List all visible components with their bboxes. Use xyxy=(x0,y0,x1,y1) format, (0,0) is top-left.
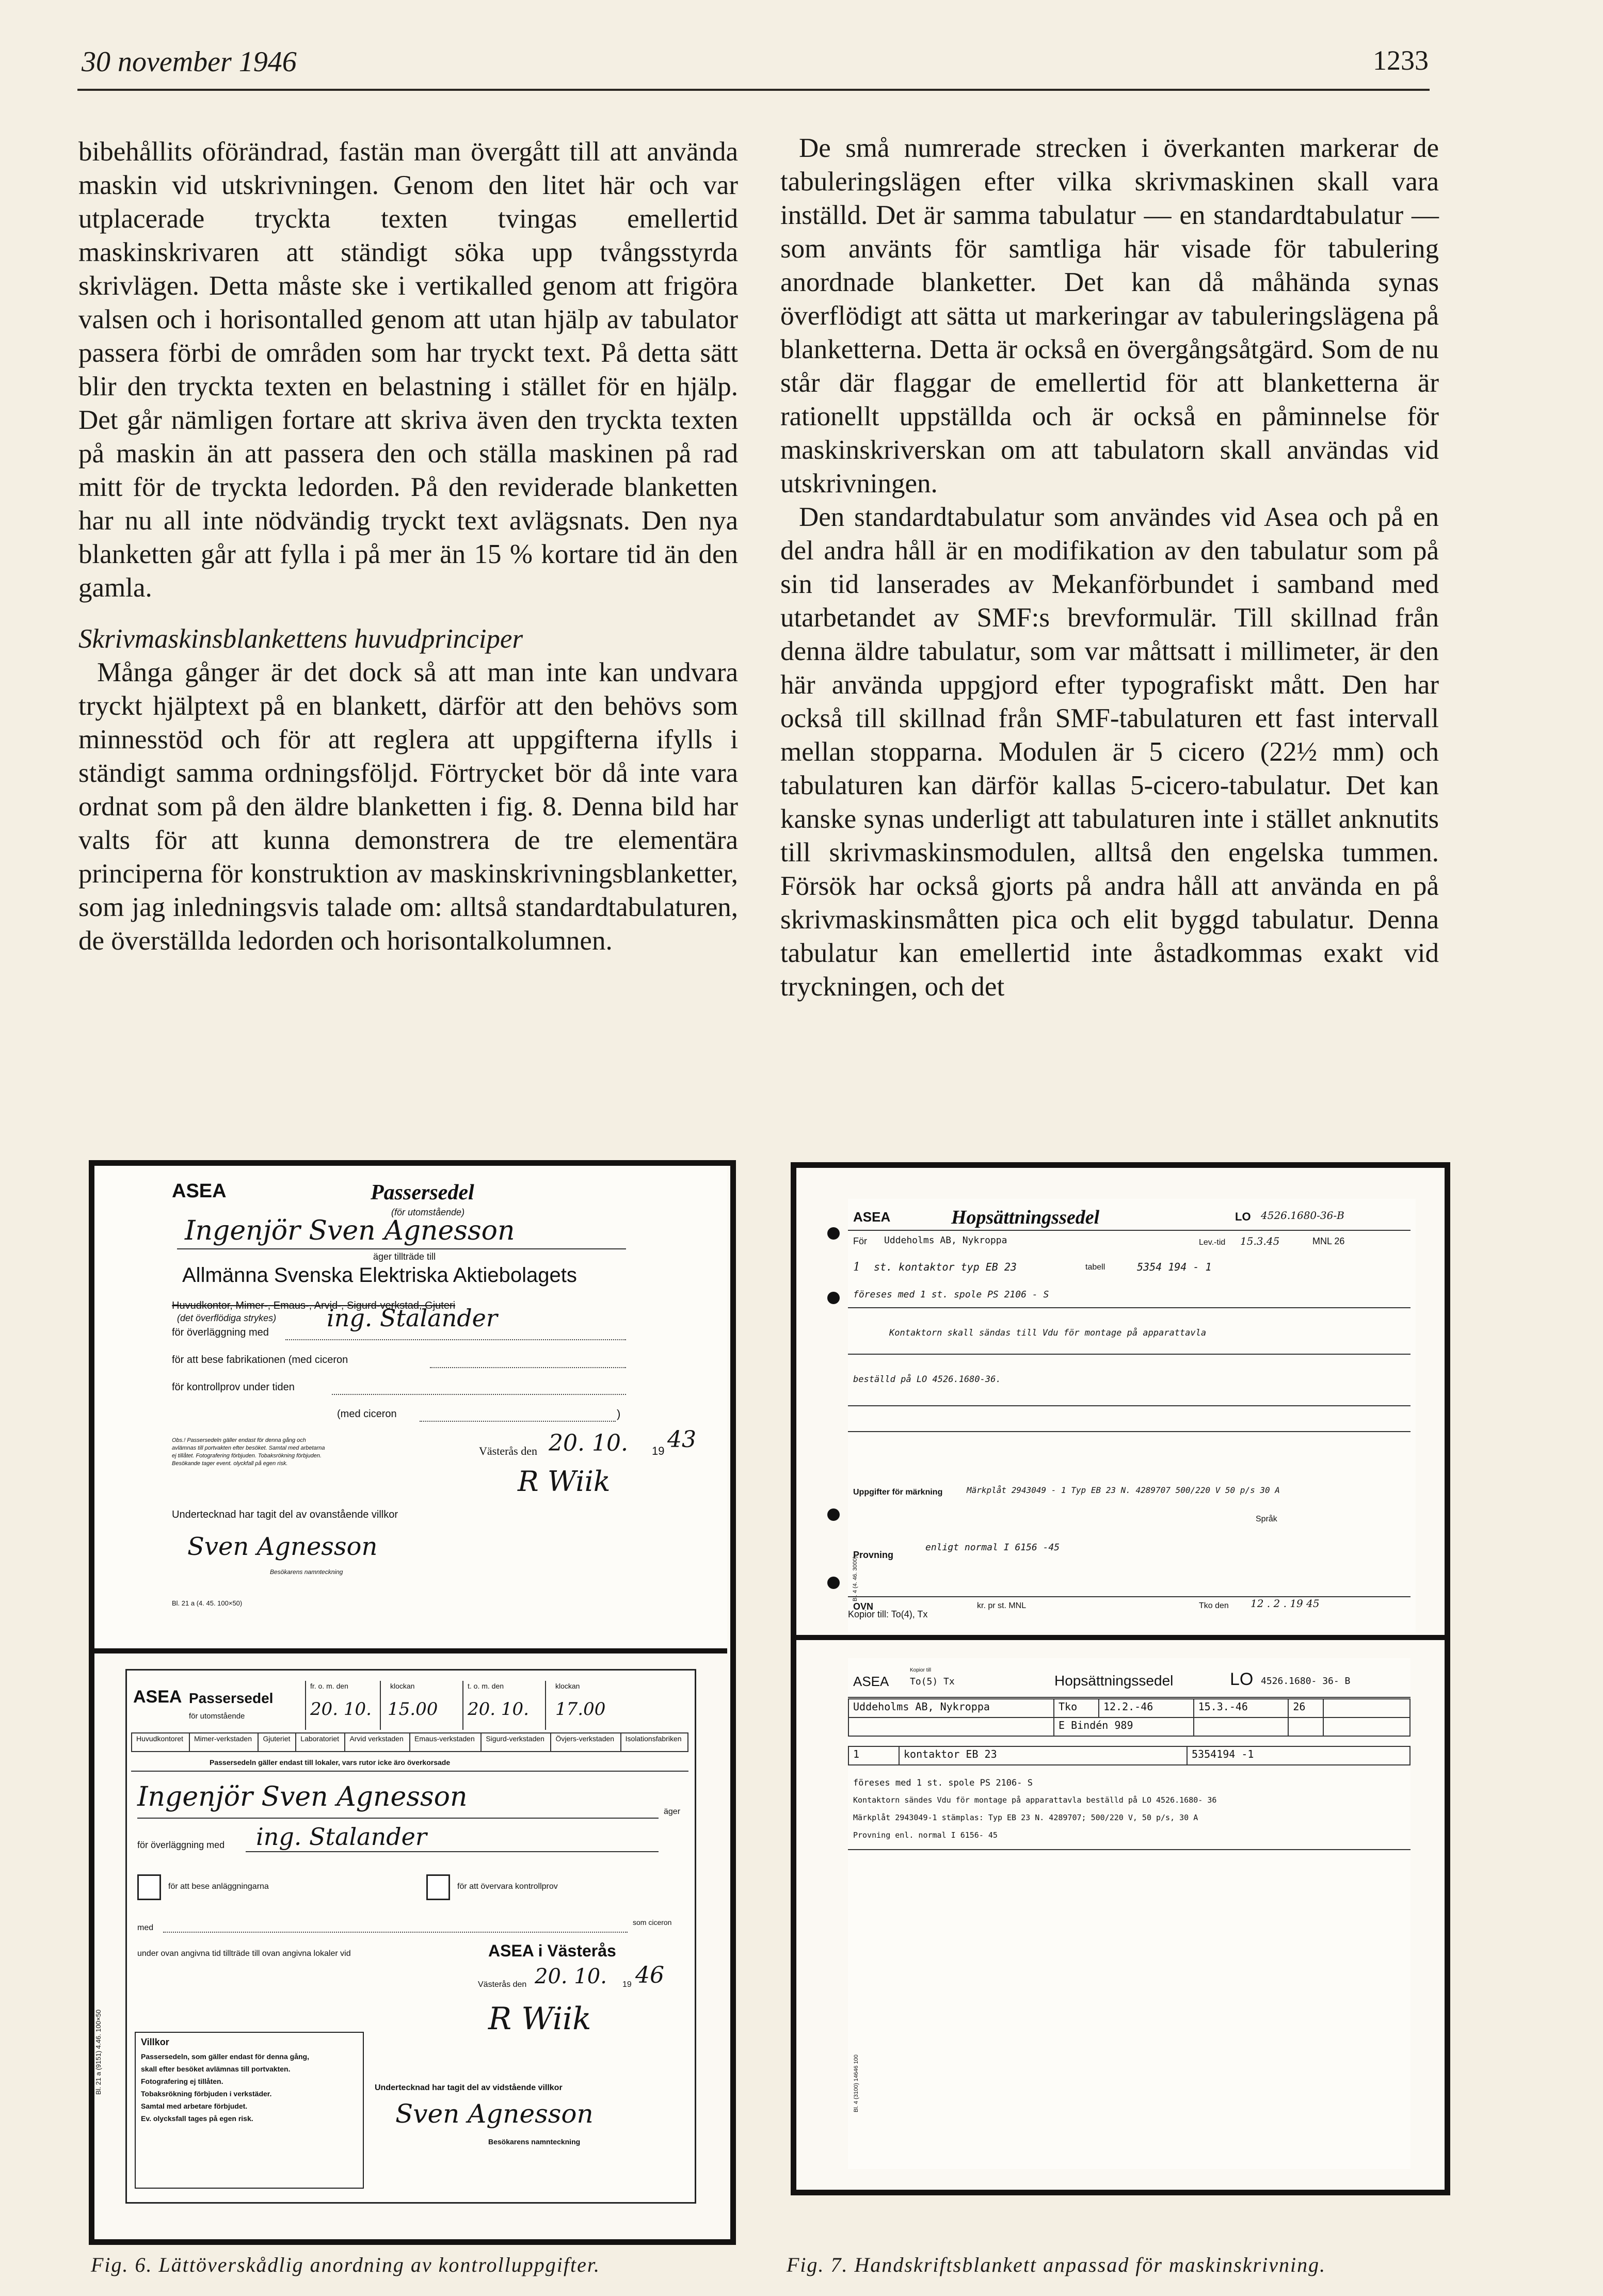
place-label: Västerås den xyxy=(478,1980,527,1989)
handwritten-year: 43 xyxy=(667,1426,696,1453)
inspection-label: för kontrollprov under tiden xyxy=(172,1382,295,1393)
guide-with-label: med xyxy=(137,1923,154,1932)
handwritten-signature: R Wiik xyxy=(488,2001,591,2037)
conditions-text: Obs.! Passersedeln gäller endast för denna gång och avlämnas till portvakten efter besöket. Samtal med arbetarna ej tillåtet. Fotografering förbjuden. Tobaksrökning förbjuden. Besökande tager event. olyckfall på egen risk. xyxy=(172,1437,325,1467)
typed-assembly-form xyxy=(848,1658,1410,2169)
to-cell: Tko xyxy=(1054,1699,1099,1717)
handwritten-tko: 12 . 2 . 19 45 xyxy=(1251,1597,1320,1610)
access-terms: under ovan angivna tid tillträde till ovan angivna lokaler vid xyxy=(137,1949,351,1958)
lo-value: 4526.1680- 36- B xyxy=(1261,1676,1351,1687)
blank-cell xyxy=(848,1717,1054,1736)
handwritten-meeting: ing. Stalander xyxy=(256,1823,427,1851)
order-table xyxy=(848,1698,1410,1737)
punch-hole xyxy=(827,1577,840,1589)
conditions-title: Villkor xyxy=(141,2037,169,2047)
blank-cell xyxy=(1323,1699,1410,1717)
typed-line: Märkplåt 2943049-1 stämplas: Typ EB 23 N. 4289707; 500/220 V, 50 p/s, 30 A xyxy=(853,1813,1198,1822)
condition-line: Tobaksrökning förbjuden i verkstäder. xyxy=(141,2090,272,2098)
to-time-label: klockan xyxy=(555,1682,580,1690)
struck-units: Huvudkontor, Mimer-, Emaus-, Arvid-, Sigurd-verkstad, Gjuteri xyxy=(172,1300,456,1311)
tour-label: för att bese anläggningarna xyxy=(168,1882,269,1891)
handwritten-meeting: ing. Stalander xyxy=(327,1304,498,1332)
typed-line: Kontaktorn sändes Vdu för montage på apparattavla beställd på LO 4526.1680- 36 xyxy=(853,1795,1217,1805)
print-code: Bl. 21 a (4. 45. 100×50) xyxy=(172,1599,243,1607)
text-column-left xyxy=(78,135,738,958)
test-label: Provning xyxy=(853,1550,894,1560)
agreement-label: Undertecknad har tagit del av vidstående villkor xyxy=(375,2083,563,2092)
year-prefix: 19 xyxy=(622,1980,632,1989)
inspection-label: för att övervara kontrollprov xyxy=(457,1882,558,1891)
running-date: 30 november 1946 xyxy=(82,46,297,78)
figure-7 xyxy=(791,1162,1450,2195)
conditions-box xyxy=(135,2032,364,2189)
figure-6-caption: Fig. 6. Lättöverskådlig anordning av kontrolluppgifter. xyxy=(91,2253,600,2276)
unit-cell: Sigurd-verkstaden xyxy=(481,1733,551,1752)
condition-line: Fotografering ej tillåten. xyxy=(141,2077,223,2085)
handwritten-from-date: 20. 10. xyxy=(310,1699,372,1720)
valid-from-label: fr. o. m. den xyxy=(310,1682,348,1690)
brand-logo: ASEA xyxy=(133,1687,182,1707)
handwritten-name: Ingenjör Sven Agnesson xyxy=(185,1215,515,1246)
unit-cell: Huvudkontoret xyxy=(132,1733,189,1752)
handwritten-customer: Uddeholms AB, Nykroppa xyxy=(884,1235,1007,1246)
handwritten-name: Ingenjör Sven Agnesson xyxy=(137,1781,468,1812)
header-rule xyxy=(77,89,1430,91)
paragraph: Den standardtabulatur som användes vid Asea och på en del andra håll är en modifikation av den tabulatur som på sin tid lanserades av Mekanförbundet i samband med utarbetandet av SMF:s brevformulär. Till skillnad från denna äldre tabulatur, som var måttsatt i millimeter, är den här använda uppgjord efter typografiskt mått. Den har också till skillnad från SMF-tabulaturen ett fast intervall mellan stopparna. Modulen är 5 cicero (22½ mm) och tabulaturen kan därför kallas 5-cicero-tabulatur. Det kan kanske synas underligt att tabulaturen inte i stället anknutits till skrivmaskinsmodulen, alltså den engelska tummen. Försök har också gjorts på andra håll att använda en på skrivmaskinsmåtten pica och elit byggd tabulatur. Denna tabulatur kan emellertid inte åstadkommas exakt vid tryckningen, och det xyxy=(780,502,1439,1002)
valid-to-label: t. o. m. den xyxy=(468,1682,504,1690)
blank-cell xyxy=(1323,1717,1410,1736)
marking-label: Uppgifter för märkning xyxy=(853,1488,943,1497)
blank-cell xyxy=(1288,1717,1323,1736)
paragraph: Många gånger är det dock så att man inte kan undvara tryckt hjälptext på en blankett, därför att den behövs som minnesstöd och för att reglera att uppgifterna ifylls i ständigt samma ordningsföljd. Förtrycket bör då inte vara ordnat som på den äldre blanketten i fig. 8. Denna bild har valts för att kunna demonstrera de tre elementära principerna för konstruktion av maskinskrivningsblanketter, som jag inledningsvis talade om: alltså standardtabulaturen, de överställda ledorden och horisontalkolumnen. xyxy=(78,657,738,956)
figure-divider xyxy=(94,1648,727,1653)
mnl-cell: 26 xyxy=(1288,1699,1323,1717)
guide-label: som ciceron xyxy=(633,1918,672,1926)
handwritten-table: 5354 194 - 1 xyxy=(1137,1261,1212,1273)
handwritten-lo: 4526.1680-36-B xyxy=(1261,1209,1344,1222)
figure-7-caption: Fig. 7. Handskriftsblankett anpassad för maskinskrivning. xyxy=(787,2253,1326,2276)
form-title: Hopsättningssedel xyxy=(951,1207,1100,1228)
form-subtitle: (för utomstående) xyxy=(391,1207,465,1217)
unit-cell: Mimer-verkstaden xyxy=(189,1733,259,1752)
visitor-sign-label: Besökarens namnteckning xyxy=(270,1568,343,1576)
premises-notice: Passersedeln gäller endast till lokaler, vars rutor icke äro överkorsade xyxy=(210,1758,451,1767)
company-name: Allmänna Svenska Elektriska Aktiebolagets xyxy=(182,1264,577,1287)
condition-line: skall efter besöket avlämnas till portvakten. xyxy=(141,2065,291,2073)
mnl-value: MNL 26 xyxy=(1312,1236,1345,1246)
handwritten-signature: R Wiik xyxy=(518,1465,611,1498)
language-label: Språk xyxy=(1256,1515,1277,1523)
tour-checkbox[interactable] xyxy=(137,1874,161,1900)
typed-line: föreses med 1 st. spole PS 2106- S xyxy=(853,1778,1033,1788)
condition-line: Passersedeln, som gäller endast för denna gång, xyxy=(141,2052,309,2061)
lo-label: LO xyxy=(1230,1669,1254,1689)
copies-label: Kopior till xyxy=(910,1667,932,1673)
form-title: Hopsättningssedel xyxy=(1054,1673,1174,1689)
unit-cell: Arvid verkstaden xyxy=(345,1733,410,1752)
ovn-label: OVN xyxy=(853,1601,874,1612)
form-title: Passersedel xyxy=(189,1690,274,1706)
side-print-code: Bl. 21 a (9151) 4.46. 100×50 xyxy=(94,2009,102,2095)
punch-hole xyxy=(827,1227,840,1240)
issuer-cell: E Bindén 989 xyxy=(1054,1717,1194,1736)
guide-close: ) xyxy=(617,1407,621,1420)
section-heading: Skrivmaskinsblankettens huvudprinciper xyxy=(78,624,523,654)
condition-line: Samtal med arbetare förbjudet. xyxy=(141,2102,248,2110)
unit-cell: Övjers-verkstaden xyxy=(551,1733,620,1752)
meeting-label: för överläggning med xyxy=(172,1327,269,1338)
guide-label: (med ciceron xyxy=(337,1408,397,1420)
new-pass-form xyxy=(125,1669,696,2204)
year-prefix: 19 xyxy=(652,1444,665,1457)
unit-cell: Emaus-verkstaden xyxy=(410,1733,481,1752)
delivery-cell: 15.3.-46 xyxy=(1194,1699,1289,1717)
form-subtitle: för utomstående xyxy=(189,1712,245,1721)
handwritten-date: 20. 10. xyxy=(549,1430,628,1456)
punch-hole xyxy=(827,1292,840,1304)
handwritten-contactor: st. kontaktor typ EB 23 xyxy=(874,1261,1017,1273)
handwritten-assembly-form xyxy=(848,1199,1416,1632)
old-pass-form xyxy=(94,1166,727,1648)
handwritten-order: beställd på LO 4526.1680-36. xyxy=(853,1374,1001,1385)
access-label: äger tillträde till xyxy=(373,1251,436,1262)
copies-label: Kopior till: To(4), Tx xyxy=(848,1609,928,1619)
premises-table xyxy=(131,1732,688,1752)
struck-note: (det överflödiga strykes) xyxy=(177,1313,277,1323)
customer-label: För xyxy=(853,1236,867,1246)
delivery-label: Lev.-tid xyxy=(1199,1238,1226,1247)
handwritten-year: 46 xyxy=(635,1962,664,1988)
meeting-label: för överläggning med xyxy=(137,1840,225,1850)
tour-label: för att bese fabrikationen (med ciceron xyxy=(172,1354,348,1366)
price-label: kr. pr st. MNL xyxy=(977,1601,1027,1610)
inspection-checkbox[interactable] xyxy=(426,1874,450,1900)
side-print-code: Bl. 4 (4. 46. 3000) xyxy=(852,1556,858,1601)
handwritten-note: Kontaktorn skall sändas till Vdu för montage på apparattavla xyxy=(889,1328,1207,1338)
access-label: äger xyxy=(664,1807,681,1816)
tko-label: Tko den xyxy=(1199,1601,1229,1610)
figure-divider xyxy=(796,1635,1445,1640)
handwritten-delivery: 15.3.45 xyxy=(1240,1235,1280,1247)
unit-cell: Isolationsfabriken xyxy=(621,1733,688,1752)
copies-value: To(5) Tx xyxy=(910,1676,955,1687)
table-cell: 5354194 -1 xyxy=(1187,1746,1410,1765)
brand-logo: ASEA xyxy=(853,1674,889,1689)
blank-cell xyxy=(1194,1717,1289,1736)
agreement-label: Undertecknad har tagit del av ovanstående villkor xyxy=(172,1509,398,1520)
side-print-code: Bl. 4 (3100) 14646 100 xyxy=(853,2054,859,2112)
handwritten-marking: Märkplåt 2943049 - 1 Typ EB 23 N. 4289707 500/220 V 50 p/s 30 A xyxy=(967,1485,1280,1495)
type-cell: kontaktor EB 23 xyxy=(899,1746,1187,1765)
punch-hole xyxy=(827,1508,840,1521)
condition-line: Ev. olycksfall tages på egen risk. xyxy=(141,2114,253,2123)
visitor-sign-label: Besökarens namnteckning xyxy=(488,2138,581,2146)
from-time-label: klockan xyxy=(390,1682,415,1690)
customer-cell: Uddeholms AB, Nykroppa xyxy=(848,1699,1054,1717)
handwritten-visitor: Sven Agnesson xyxy=(395,2099,594,2129)
paragraph: De små numrerade strecken i överkanten markerar de tabuleringslägen efter vilka skrivmaskinen skall vara inställd. Det är samma tabulatur — en standardtabulatur — som använts för samtliga här visade för tabulering anordnade blanketter. Det kan då måhända synas överflödigt att sätta ut markeringar av tabuleringslägena på blanketterna. Detta är också en övergångsåtgärd. Som de nu står där flaggar de emellertid för att blanketterna är rationellt uppställda och är också en påminnelse för maskinskriverskan om att tabulatorn skall användas vid utskrivningen. xyxy=(780,133,1439,499)
typed-line: Provning enl. normal I 6156- 45 xyxy=(853,1831,998,1840)
handwritten-visitor: Sven Agnesson xyxy=(187,1532,378,1561)
text-column-right xyxy=(780,132,1439,1004)
handwritten-to-time: 17.00 xyxy=(555,1699,606,1720)
handwritten-coil: föreses med 1 st. spole PS 2106 - S xyxy=(853,1289,1049,1300)
handwritten-quantity: 1 xyxy=(853,1261,860,1274)
figure-6 xyxy=(89,1160,736,2245)
unit-cell: Laboratoriet xyxy=(296,1733,345,1752)
lo-label: LO xyxy=(1235,1210,1251,1223)
paragraph: bibehållits oförändrad, fastän man övergått till att använda maskin vid utskrivningen. Genom den litet här och var utplacerade tryckta texten tvingas emellertid maskinskrivaren att ständigt söka upp tvångsstyrda skrivlägen. Detta måste ske i vertikalled genom att frigöra valsen och i horisontalled genom att utan hjälp av tabulator passera förbi de områden som har tryckt text. På detta sätt blir den tryckta texten en belastning i stället för en hjälp. Det går nämligen fortare att skriva även den tryckta texten på maskin än att passera den och ställa maskinen på rad mitt för de tryckta ledorden. På den reviderade blanketten har nu all inte nödvändig tryckt text avlägsnats. Den nya blanketten går att fylla i på mer än 15 % kortare tid än den gamla. xyxy=(78,137,738,603)
handwritten-from-time: 15.00 xyxy=(388,1699,438,1720)
item-table xyxy=(848,1746,1410,1765)
brand-logo: ASEA xyxy=(172,1180,227,1202)
table-label: tabell xyxy=(1085,1263,1105,1272)
unit-cell: Gjuteriet xyxy=(258,1733,296,1752)
date-cell: 12.2.-46 xyxy=(1099,1699,1194,1717)
handwritten-to-date: 20. 10. xyxy=(468,1699,529,1720)
page-number: 1233 xyxy=(1373,45,1429,76)
handwritten-test: enligt normal I 6156 -45 xyxy=(925,1542,1060,1553)
handwritten-date: 20. 10. xyxy=(535,1965,607,1988)
quantity-cell: 1 xyxy=(848,1746,899,1765)
form-title: Passersedel xyxy=(371,1181,474,1205)
place-label: Västerås den xyxy=(479,1444,538,1457)
asea-location: ASEA i Västerås xyxy=(488,1941,616,1960)
brand-logo: ASEA xyxy=(853,1209,891,1225)
